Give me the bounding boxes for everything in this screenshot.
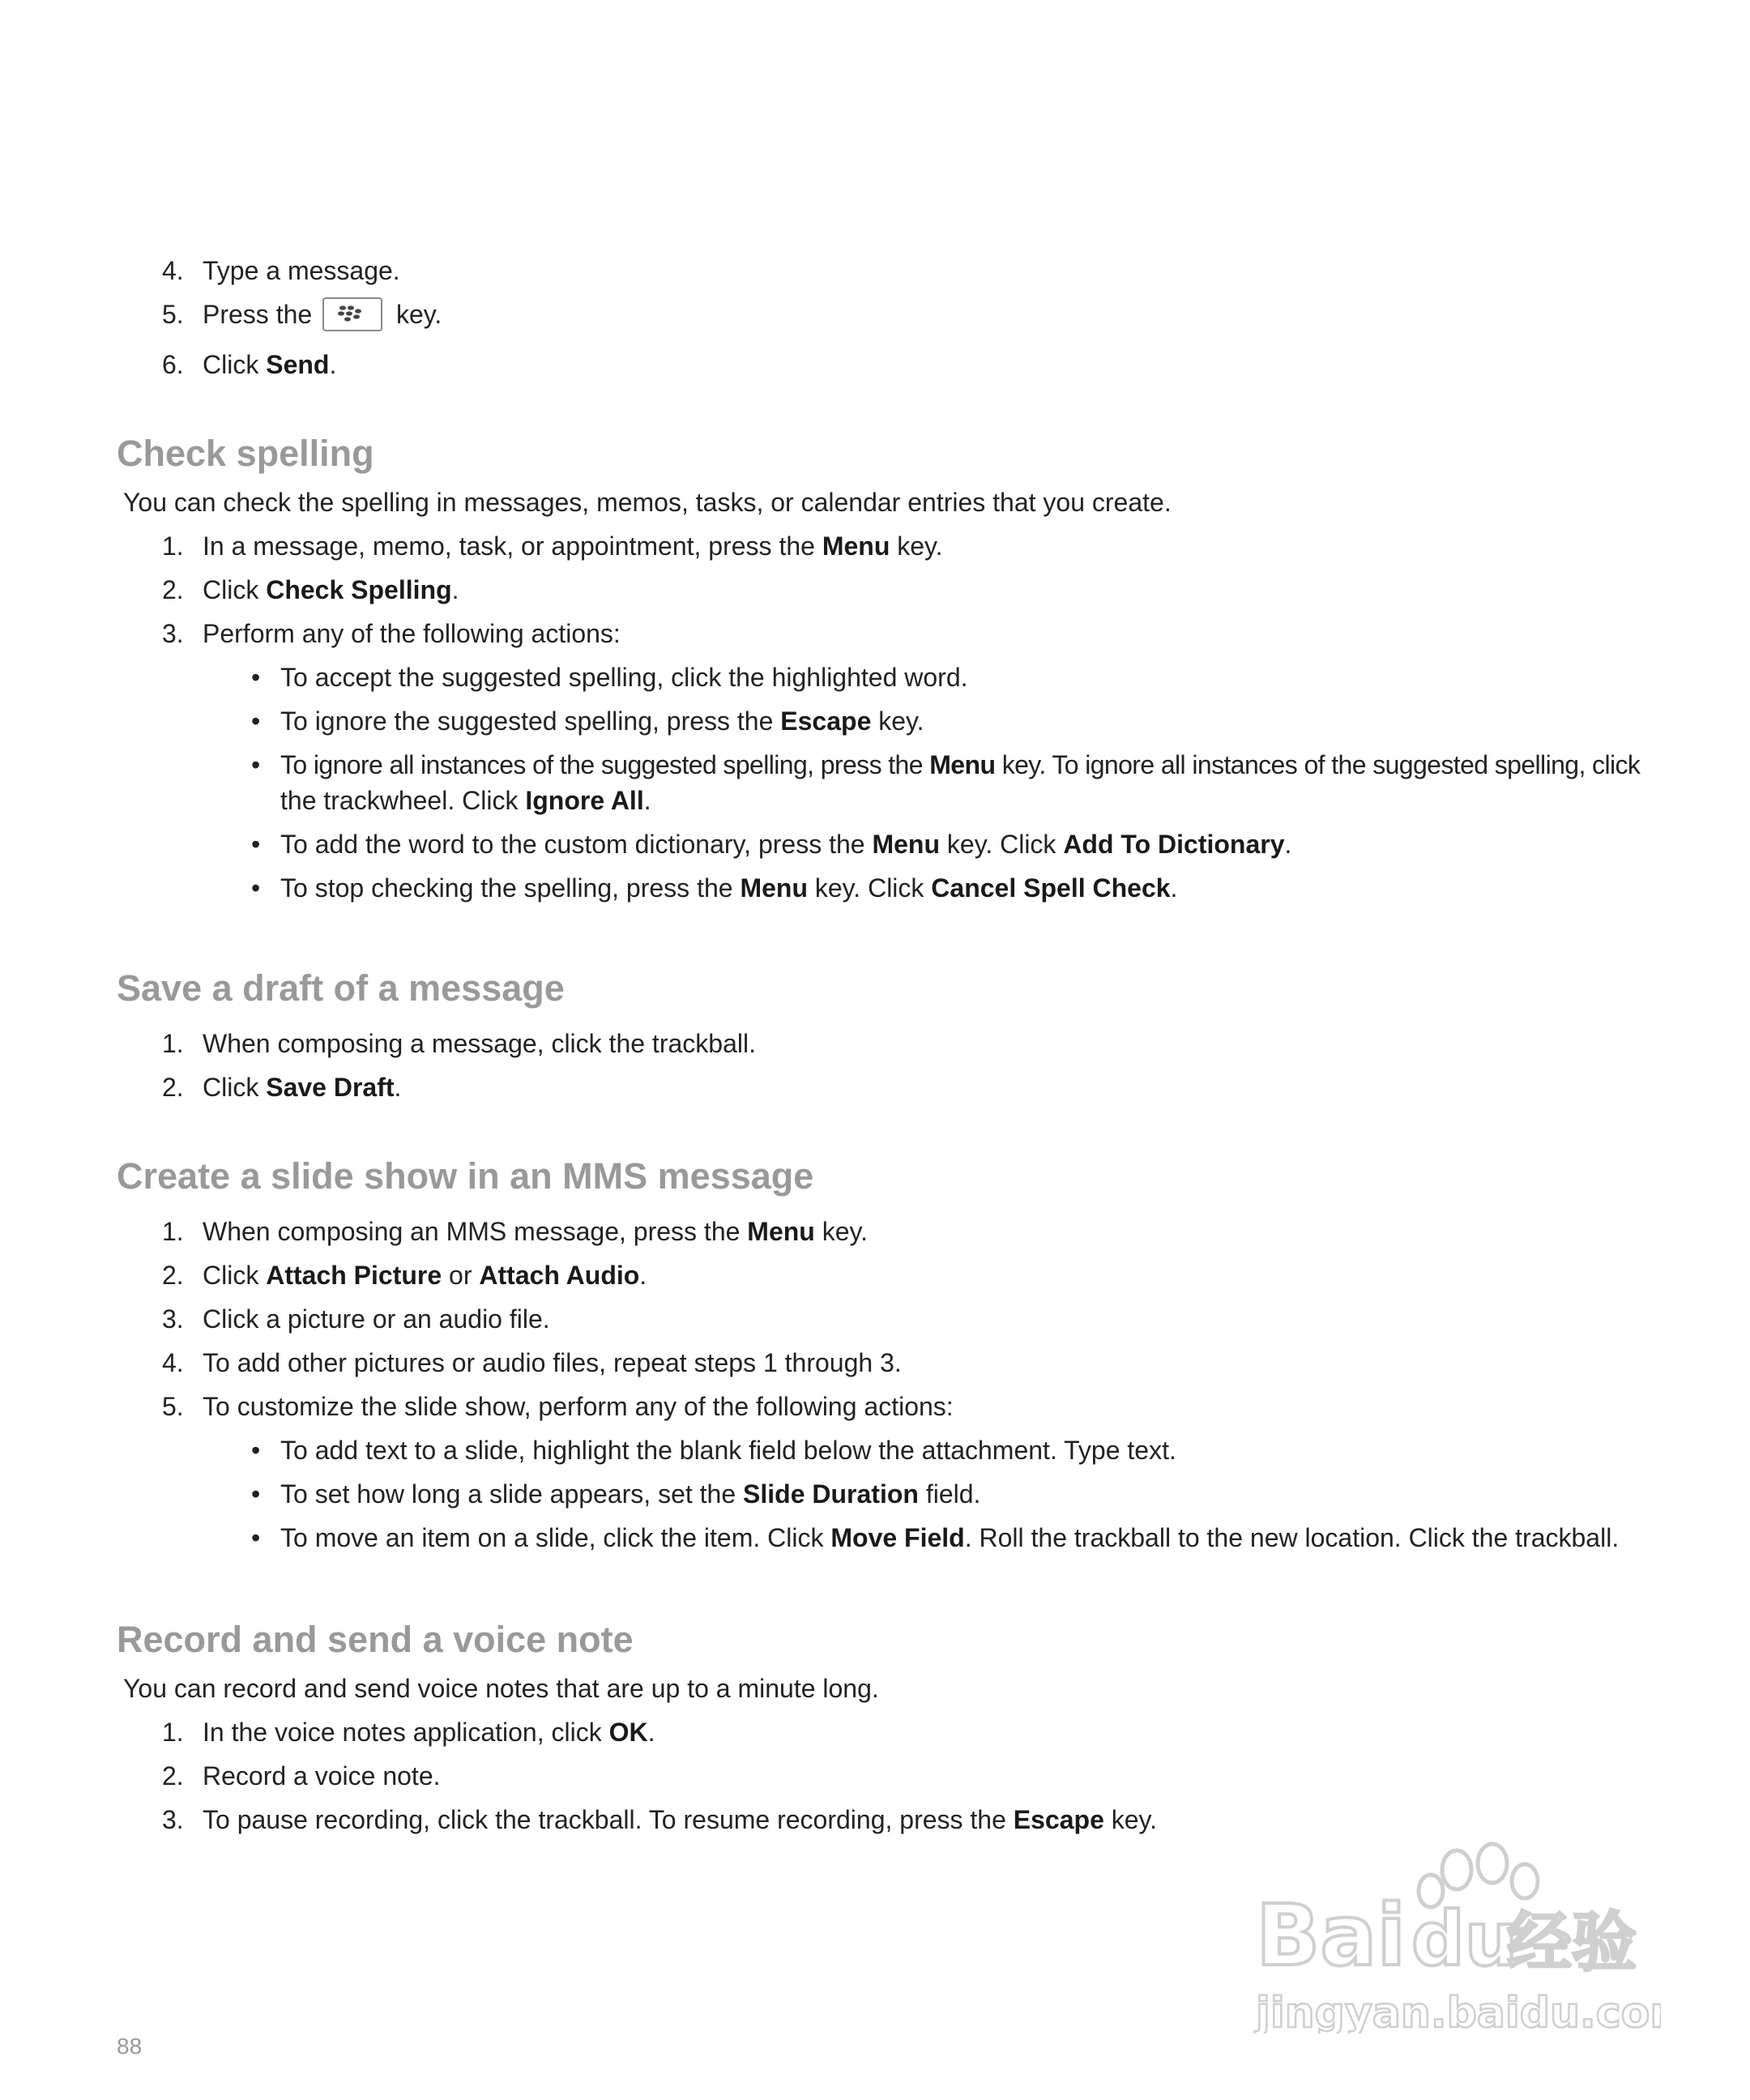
bullet-item: • To add text to a slide, highlight the blank field below the attachment. Type text.	[251, 1436, 1176, 1465]
section-title-voice-note: Record and send a voice note	[117, 1619, 634, 1660]
bullet-item: • To ignore all instances of the suggested spelling, press the Menu key. To ignore all instances of the suggested spelling, click	[251, 750, 1641, 779]
svg-text:Bai: Bai	[1256, 1886, 1406, 1985]
svg-text:经验: 经验	[1507, 1905, 1637, 1980]
baidu-jingyan-watermark	[1240, 1839, 1661, 2034]
bullet-item-continuation: the trackwheel. Click Ignore All.	[280, 786, 651, 815]
bullet-item: • To ignore the suggested spelling, press the Escape key.	[251, 706, 924, 736]
section-intro: You can check the spelling in messages, memos, tasks, or calendar entries that you create.	[123, 488, 1172, 517]
bullet-item: • To stop checking the spelling, press the Menu key. Click Cancel Spell Check.	[251, 873, 1178, 903]
manual-page: 4. Type a message. 5. Press the key. 6. Click Send. Check spelling You can check the spelling in messages, memos, tasks, or calendar entries that you create. 1. In a message, memo, task, or appointment, press the Menu key. 2. Click Check Spelling. 3. Perform any of the following actions: • To accept the suggested spelling, click the highlighted word. • To ignore the suggested spelling, press the Escape key. • To ignore all instances of the suggested spelling, press the Menu key. To ignore all instances of the suggested spelling, click the trackwheel. Click Ignore All. • To add the word to the custom dictionary, press the Menu key. Click Add To Dictionary. • To stop checking the spelling, press the Menu key. Click Cancel Spell Check. Save a draft of a message 1. When composing a message, click the trackball. 2. Click Save Draft. Create a slide show in an MMS message 1. When composing an MMS message, press the Menu key. 2. Click Attach Picture or Attach Audio. 3. Click a picture or an audio file. 4. To add other pictures or audio files, repeat steps 1 through 3. 5. To customize the slide show, perform any of the following actions: • To add text to a slide, highlight the blank field below the attachment. Type text. • To set how long a slide appears, set the Slide Duration field. • To move an item on a slide, click the item. Click Move Field. Roll the trackball to the new location. Click the trackball. Record and send a voice note You can record and send voice notes that are up to a minute long. 1. In the voice notes application, click OK. 2. Record a voice note. 3. To pause recording, click the trackball. To resume recording, press the Escape key. Bai du 经验 jingyan.baidu.com 88	[0, 0, 1750, 2100]
section-title-slide-show: Create a slide show in an MMS message	[117, 1155, 814, 1197]
section-title-save-draft: Save a draft of a message	[117, 967, 565, 1009]
paw-logo-icon	[1240, 1839, 1661, 2034]
svg-text:du: du	[1411, 1896, 1518, 1983]
bullet-item: • To set how long a slide appears, set the Slide Duration field.	[251, 1479, 981, 1509]
bullet-item: • To accept the suggested spelling, click the highlighted word.	[251, 663, 968, 692]
bullet-item: • To move an item on a slide, click the item. Click Move Field. Roll the trackball to the new location. Click the trackball.	[251, 1523, 1620, 1552]
section-intro: You can record and send voice notes that are up to a minute long.	[123, 1674, 879, 1703]
svg-text:jingyan.baidu.com: jingyan.baidu.com	[1256, 1989, 1661, 2034]
bullet-item: • To add the word to the custom dictionary, press the Menu key. Click Add To Dictionary.	[251, 830, 1292, 859]
section-title-check-spelling: Check spelling	[117, 433, 374, 474]
blackberry-menu-key-icon	[322, 297, 382, 331]
page-number: 88	[117, 2034, 143, 2059]
